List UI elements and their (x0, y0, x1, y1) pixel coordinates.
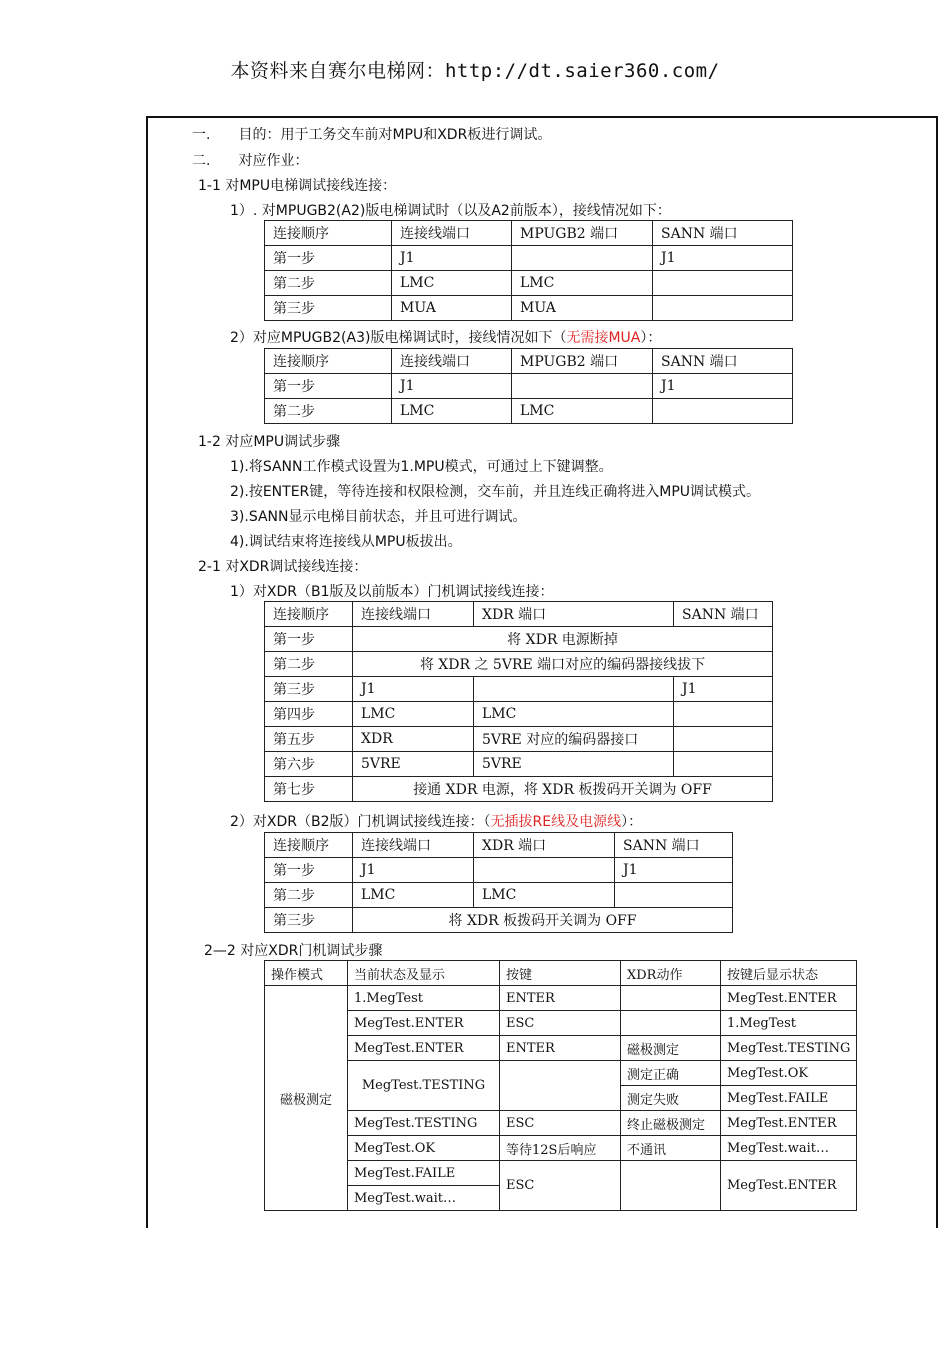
heading-2-1-b (230, 811, 642, 831)
cell: J1 (353, 858, 474, 883)
cell: MUA (512, 296, 653, 321)
cell: MegTest.ENTER (348, 1011, 500, 1036)
cell: 5VRE (353, 752, 474, 777)
cell: 磁极测定 (621, 1036, 721, 1061)
cell: 第二步 (265, 883, 353, 908)
table-row (265, 399, 793, 424)
table-row (265, 677, 773, 702)
table-row (265, 727, 773, 752)
header-cell: 连接顺序 (265, 602, 353, 627)
cell: 第二步 (265, 652, 353, 677)
cell: 测定失败 (621, 1086, 721, 1111)
table-xdr-b1 (264, 601, 773, 802)
table-row (265, 908, 733, 933)
cell: J1 (392, 374, 512, 399)
table-header-row (265, 833, 733, 858)
table-row (265, 374, 793, 399)
table-row (265, 777, 773, 802)
cell: 1.MegTest (721, 1011, 857, 1036)
merged-cell: 接通 XDR 电源，将 XDR 板拨码开关调为 OFF (353, 777, 773, 802)
cell: ESC (500, 1011, 621, 1036)
cell: 测定正确 (621, 1061, 721, 1086)
cell (500, 1061, 621, 1111)
cell: J1 (674, 677, 773, 702)
cell: 第三步 (265, 908, 353, 933)
cell: 第一步 (265, 858, 353, 883)
cell: ESC (500, 1161, 621, 1211)
table-row (265, 1011, 857, 1036)
heading-2-1-a: 1）对XDR（B1版及以前版本）门机调试接线连接： (230, 584, 554, 600)
cell (653, 296, 793, 321)
cell: J1 (392, 246, 512, 271)
table-row (265, 1036, 857, 1061)
cell: MegTest.TESTING (348, 1111, 500, 1136)
header-cell: MPUGB2 端口 (512, 349, 653, 374)
cell (674, 752, 773, 777)
heading-2-2: 2—2 对应XDR门机调试步骤 (204, 943, 383, 959)
header-cell: 连接线端口 (353, 833, 474, 858)
cell: 第六步 (265, 752, 353, 777)
header-cell: 连接线端口 (392, 349, 512, 374)
text: ）： (640, 330, 662, 346)
cell (653, 271, 793, 296)
text: 2）对应MPUGB2(A3)版电梯调试时，接线情况如下（ (230, 330, 567, 346)
cell (674, 727, 773, 752)
cell (474, 858, 615, 883)
cell: 第七步 (265, 777, 353, 802)
table-row (265, 271, 793, 296)
header-cell: 当前状态及显示 (348, 961, 500, 986)
note-red: 无插拔RE线及电源线 (490, 814, 622, 830)
table-row (265, 1111, 857, 1136)
cell: 第三步 (265, 296, 392, 321)
cell: MegTest.OK (348, 1136, 500, 1161)
header-cell: MPUGB2 端口 (512, 221, 653, 246)
cell: LMC (512, 271, 653, 296)
table-row (265, 296, 793, 321)
header-cell: SANN 端口 (674, 602, 773, 627)
cell (674, 702, 773, 727)
table-header-row (265, 961, 857, 986)
table-header-row (265, 602, 773, 627)
cell (621, 986, 721, 1011)
header-cell: SANN 端口 (653, 221, 793, 246)
cell: LMC (474, 702, 674, 727)
cell: ESC (500, 1111, 621, 1136)
table-header-row (265, 349, 793, 374)
cell: J1 (653, 374, 793, 399)
table-row (265, 627, 773, 652)
section-2-title: 二. 对应作业： (192, 153, 309, 169)
cell: MegTest.wait… (348, 1186, 500, 1211)
cell: 终止磁极测定 (621, 1111, 721, 1136)
cell: 第二步 (265, 399, 392, 424)
cell: 等待12S后响应 (500, 1136, 621, 1161)
mpu-step-1: 1).将SANN工作模式设置为1.MPU模式，可通过上下键调整。 (230, 459, 613, 475)
header-cell: XDR动作 (621, 961, 721, 986)
merged-cell: 将 XDR 板拨码开关调为 OFF (353, 908, 733, 933)
header-cell: 连接线端口 (392, 221, 512, 246)
header-cell: 连接顺序 (265, 349, 392, 374)
cell: 第一步 (265, 246, 392, 271)
cell: J1 (653, 246, 793, 271)
table-row (265, 1136, 857, 1161)
cell: MegTest.ENTER (348, 1036, 500, 1061)
table-row (265, 752, 773, 777)
cell: 5VRE 对应的编码器接口 (474, 727, 674, 752)
cell: LMC (392, 271, 512, 296)
cell: LMC (474, 883, 615, 908)
cell: 第四步 (265, 702, 353, 727)
heading-1-1-b (230, 327, 661, 347)
table-row (265, 883, 733, 908)
heading-2-1: 2-1 对XDR调试接线连接： (198, 559, 368, 575)
cell: 不通讯 (621, 1136, 721, 1161)
header-cell: XDR 端口 (474, 602, 674, 627)
note-red: 无需接MUA (566, 330, 641, 346)
cell: 1.MegTest (348, 986, 500, 1011)
cell (621, 1161, 721, 1211)
cell: LMC (353, 702, 474, 727)
cell (621, 1011, 721, 1036)
table-xdr-steps (264, 960, 857, 1211)
mpu-step-3: 3).SANN显示电梯目前状态，并且可进行调试。 (230, 509, 527, 525)
cell: MegTest.TESTING (348, 1061, 500, 1111)
cell: 第一步 (265, 374, 392, 399)
cell: MUA (392, 296, 512, 321)
mpu-step-2: 2).按ENTER键，等待连接和权限检测，交车前，并且连线正确将进入MPU调试模式。 (230, 484, 761, 500)
cell (615, 883, 733, 908)
header-cell: XDR 端口 (474, 833, 615, 858)
cell: MegTest.OK (721, 1061, 857, 1086)
heading-1-2: 1-2 对应MPU调试步骤 (198, 434, 341, 450)
table-header-row (265, 221, 793, 246)
cell: 第三步 (265, 677, 353, 702)
header-cell: 按键后显示状态 (721, 961, 857, 986)
heading-1-1: 1-1 对MPU电梯调试接线连接： (198, 178, 397, 194)
cell: 第五步 (265, 727, 353, 752)
cell: XDR (353, 727, 474, 752)
header-cell: 连接顺序 (265, 833, 353, 858)
cell: MegTest.ENTER (721, 1111, 857, 1136)
mode-cell: 磁极测定 (265, 986, 348, 1211)
header-cell: SANN 端口 (615, 833, 733, 858)
cell (512, 246, 653, 271)
table-mpu-a2 (264, 220, 793, 321)
cell: MegTest.FAILE (348, 1161, 500, 1186)
cell: 第一步 (265, 627, 353, 652)
mpu-step-4: 4).调试结束将连接线从MPU板拔出。 (230, 534, 462, 550)
table-row (265, 246, 793, 271)
cell: J1 (615, 858, 733, 883)
cell: MegTest.ENTER (721, 1161, 857, 1211)
cell: ENTER (500, 986, 621, 1011)
table-row (265, 1161, 857, 1186)
table-row (265, 986, 857, 1011)
text: 2）对XDR（B2版）门机调试接线连接：（ (230, 814, 491, 830)
cell: MegTest.ENTER (721, 986, 857, 1011)
cell: ENTER (500, 1036, 621, 1061)
cell: 第二步 (265, 271, 392, 296)
cell (653, 399, 793, 424)
table-mpu-a3 (264, 348, 793, 424)
table-row (265, 1061, 857, 1086)
cell: LMC (392, 399, 512, 424)
merged-cell: 将 XDR 电源断掉 (353, 627, 773, 652)
header-cell: 按键 (500, 961, 621, 986)
header-cell: SANN 端口 (653, 349, 793, 374)
cell: LMC (512, 399, 653, 424)
section-1-purpose: 一. 目的：用于工务交车前对MPU和XDR板进行调试。 (192, 127, 552, 143)
header-cell: 连接顺序 (265, 221, 392, 246)
cell: MegTest.wait… (721, 1136, 857, 1161)
table-row (265, 652, 773, 677)
cell: MegTest.TESTING (721, 1036, 857, 1061)
merged-cell: 将 XDR 之 5VRE 端口对应的编码器接线拔下 (353, 652, 773, 677)
source-header: 本资料来自赛尔电梯网：http://dt.saier360.com/ (230, 60, 720, 82)
cell: 5VRE (474, 752, 674, 777)
cell: J1 (353, 677, 474, 702)
cell: LMC (353, 883, 474, 908)
text: ）： (621, 814, 643, 830)
table-xdr-b2 (264, 832, 733, 933)
cell: MegTest.FAILE (721, 1086, 857, 1111)
table-row (265, 702, 773, 727)
cell (474, 677, 674, 702)
cell (512, 374, 653, 399)
heading-1-1-a: 1）. 对MPUGB2(A2)版电梯调试时（以及A2前版本），接线情况如下： (230, 203, 671, 219)
header-cell: 操作模式 (265, 961, 348, 986)
table-row (265, 858, 733, 883)
header-cell: 连接线端口 (353, 602, 474, 627)
